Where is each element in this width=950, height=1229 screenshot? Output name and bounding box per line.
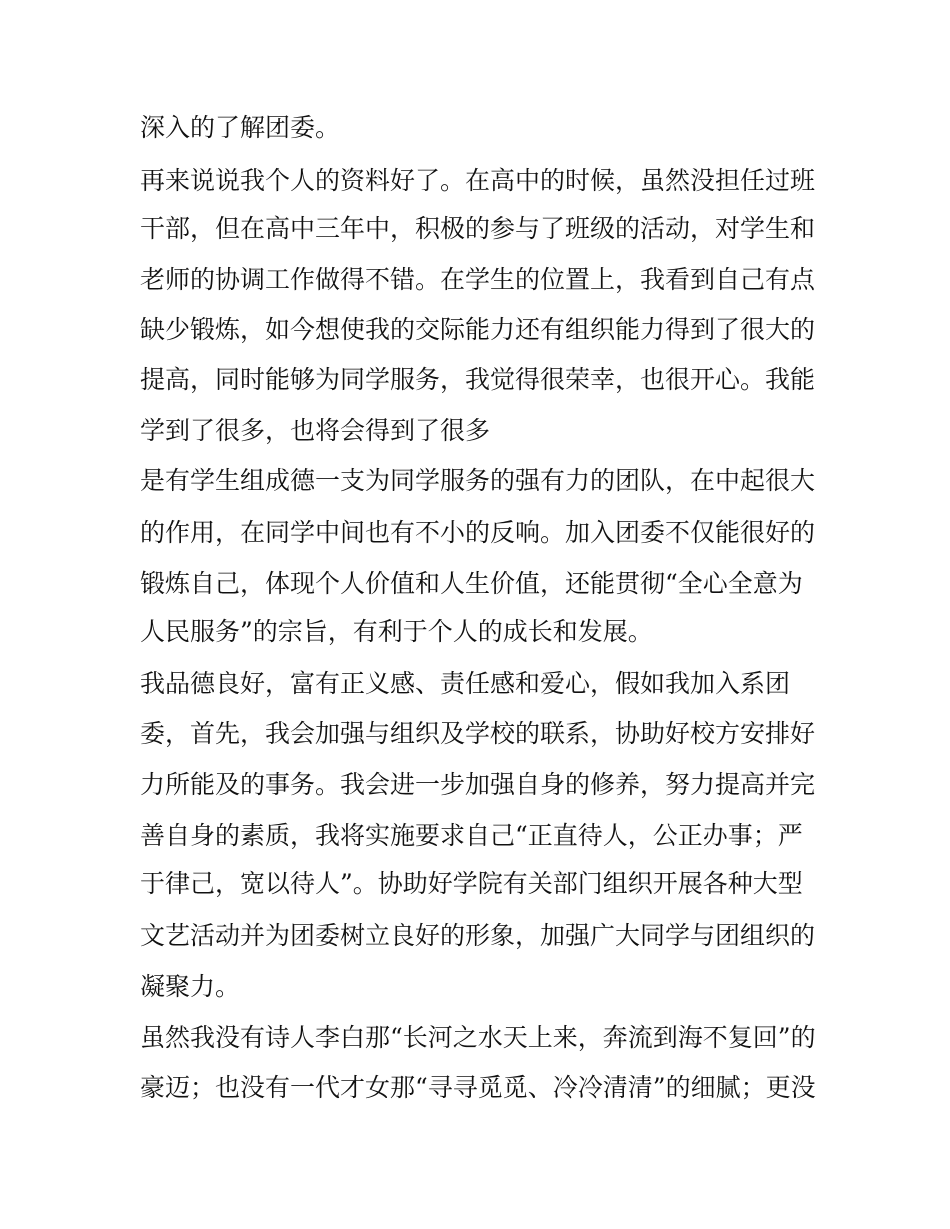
text-line: 文艺活动并为团委树立良好的形象，加强广大同学与团组织的 xyxy=(140,921,816,950)
text-line: 缺少锻炼，如今想使我的交际能力还有组织能力得到了很大的 xyxy=(140,315,816,344)
text-line: 委，首先，我会加强与组织及学校的联系，协助好校方安排好 xyxy=(140,719,816,748)
text-line: 人民服务”的宗旨，有利于个人的成长和发展。 xyxy=(140,617,653,646)
text-line: 干部，但在高中三年中，积极的参与了班级的活动，对学生和 xyxy=(140,214,816,243)
text-line: 凝聚力。 xyxy=(140,972,241,1001)
text-line: 锻炼自己，体现个人价值和人生价值，还能贯彻“全心全意为 xyxy=(140,569,803,598)
text-line: 善自身的素质，我将实施要求自己“正直待人，公正办事；严 xyxy=(140,821,803,850)
text-line: 我品德良好，富有正义感、责任感和爱心，假如我加入系团 xyxy=(140,669,791,698)
text-line: 是有学生组成德一支为同学服务的强有力的团队，在中起很大 xyxy=(140,466,816,495)
text-line: 提高，同时能够为同学服务，我觉得很荣幸，也很开心。我能 xyxy=(140,365,816,394)
text-line: 再来说说我个人的资料好了。在高中的时候，虽然没担任过班 xyxy=(140,166,816,195)
text-line: 的作用，在同学中间也有不小的反响。加入团委不仅能很好的 xyxy=(140,518,816,547)
text-line: 虽然我没有诗人李白那“长河之水天上来，奔流到海不复回”的 xyxy=(140,1023,816,1052)
text-line: 学到了很多，也将会得到了很多 xyxy=(140,416,491,445)
text-line: 豪迈；也没有一代才女那“寻寻觅觅、冷冷清清”的细腻；更没 xyxy=(140,1073,816,1102)
text-line: 深入的了解团委。 xyxy=(140,113,341,142)
text-line: 于律己，宽以待人”。协助好学院有关部门组织开展各种大型 xyxy=(140,869,803,898)
text-line: 老师的协调工作做得不错。在学生的位置上，我看到自己有点 xyxy=(140,265,816,294)
text-line: 力所能及的事务。我会进一步加强自身的修养，努力提高并完 xyxy=(140,770,816,799)
